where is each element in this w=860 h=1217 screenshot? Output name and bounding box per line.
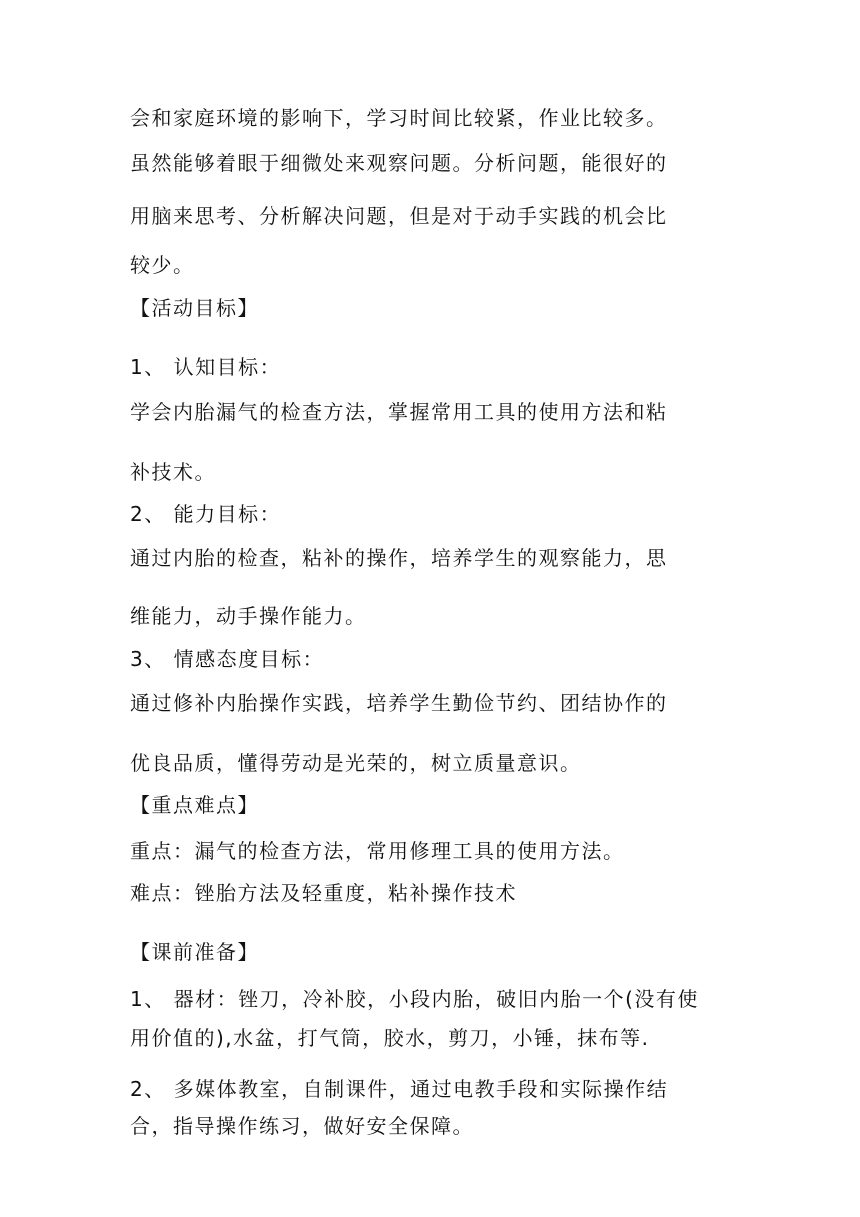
- section-heading-preparation: 【课前准备】: [130, 940, 259, 964]
- intro-line-4: 较少。: [130, 253, 195, 277]
- cognitive-goal-line-2: 补技术。: [130, 460, 216, 484]
- emotion-goal-line-2: 优良品质，懂得劳动是光荣的，树立质量意识。: [130, 751, 582, 775]
- cognitive-goal-line-1: 学会内胎漏气的检查方法，掌握常用工具的使用方法和粘: [130, 400, 668, 424]
- section-heading-goals: 【活动目标】: [130, 296, 259, 320]
- preparation-item-1-line-1: 1、 器材：锉刀，冷补胶，小段内胎，破旧内胎一个(没有使: [130, 987, 699, 1011]
- intro-line-3: 用脑来思考、分析解决问题，但是对于动手实践的机会比: [130, 204, 668, 228]
- preparation-item-2-line-1: 2、 多媒体教室，自制课件，通过电教手段和实际操作结: [130, 1077, 669, 1101]
- ability-goal-line-1: 通过内胎的检查，粘补的操作，培养学生的观察能力，思: [130, 546, 668, 570]
- cognitive-goal-title: 1、 认知目标：: [130, 355, 282, 379]
- ability-goal-title: 2、 能力目标：: [130, 502, 282, 526]
- emotion-goal-line-1: 通过修补内胎操作实践，培养学生勤俭节约、团结协作的: [130, 691, 668, 715]
- difficulty-point: 难点：锉胎方法及轻重度，粘补操作技术: [130, 881, 517, 905]
- focus-point: 重点：漏气的检查方法，常用修理工具的使用方法。: [130, 839, 625, 863]
- preparation-item-2-line-2: 合，指导操作练习，做好安全保障。: [130, 1114, 474, 1138]
- section-heading-key-points: 【重点难点】: [130, 793, 259, 817]
- intro-line-1: 会和家庭环境的影响下，学习时间比较紧，作业比较多。: [130, 106, 668, 130]
- ability-goal-line-2: 维能力，动手操作能力。: [130, 604, 367, 628]
- preparation-item-1-line-2: 用价值的),水盆，打气筒，胶水，剪刀，小锤，抹布等.: [130, 1026, 650, 1050]
- intro-line-2: 虽然能够着眼于细微处来观察问题。分析问题，能很好的: [130, 151, 668, 175]
- emotion-goal-title: 3、 情感态度目标：: [130, 647, 325, 671]
